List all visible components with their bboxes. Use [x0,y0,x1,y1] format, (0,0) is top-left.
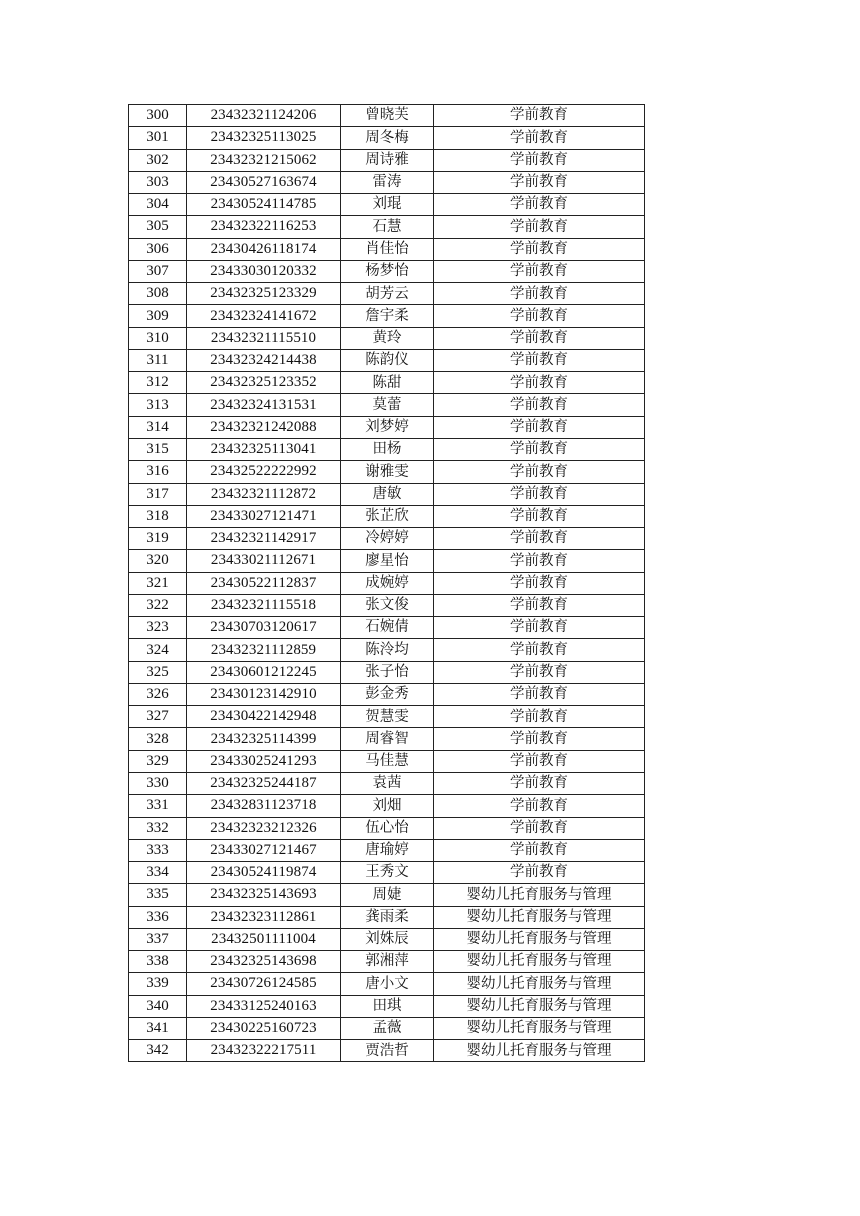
student-name-cell: 马佳慧 [341,750,434,772]
student-name-cell: 彭金秀 [341,683,434,705]
exam-id-cell: 23430703120617 [187,617,341,639]
row-number-cell: 302 [129,149,187,171]
exam-id-cell: 23432325113025 [187,127,341,149]
student-name-cell: 刘姝辰 [341,928,434,950]
table-row [129,995,645,1017]
major-cell: 学前教育 [434,416,645,438]
exam-id-cell: 23433021112671 [187,550,341,572]
table-row [129,906,645,928]
major-cell: 学前教育 [434,438,645,460]
table-row [129,973,645,995]
student-name-cell: 成婉婷 [341,572,434,594]
table-row [129,1017,645,1039]
student-name-cell: 陈泠均 [341,639,434,661]
student-name-cell: 周睿智 [341,728,434,750]
student-name-cell: 刘畑 [341,795,434,817]
table-row [129,683,645,705]
exam-id-cell: 23432325114399 [187,728,341,750]
exam-id-cell: 23432323112861 [187,906,341,928]
table-row [129,438,645,460]
major-cell: 学前教育 [434,394,645,416]
major-cell: 学前教育 [434,772,645,794]
student-name-cell: 廖星怡 [341,550,434,572]
student-name-cell: 莫蕾 [341,394,434,416]
exam-id-cell: 23433027121467 [187,839,341,861]
exam-id-cell: 23432323212326 [187,817,341,839]
row-number-cell: 320 [129,550,187,572]
exam-id-cell: 23432324141672 [187,305,341,327]
major-cell: 学前教育 [434,839,645,861]
row-number-cell: 303 [129,171,187,193]
table-row [129,260,645,282]
table-row [129,528,645,550]
exam-id-cell: 23432324214438 [187,349,341,371]
student-name-cell: 贾浩哲 [341,1040,434,1062]
student-name-cell: 王秀文 [341,862,434,884]
student-name-cell: 肖佳怡 [341,238,434,260]
major-cell: 学前教育 [434,639,645,661]
table-row [129,772,645,794]
exam-id-cell: 23433025241293 [187,750,341,772]
row-number-cell: 332 [129,817,187,839]
row-number-cell: 307 [129,260,187,282]
row-number-cell: 308 [129,283,187,305]
major-cell: 学前教育 [434,661,645,683]
table-row [129,394,645,416]
student-name-cell: 黄玲 [341,327,434,349]
student-name-cell: 龚雨柔 [341,906,434,928]
table-row [129,839,645,861]
row-number-cell: 339 [129,973,187,995]
major-cell: 婴幼儿托育服务与管理 [434,951,645,973]
table-row [129,928,645,950]
major-cell: 学前教育 [434,127,645,149]
exam-id-cell: 23432325143693 [187,884,341,906]
row-number-cell: 342 [129,1040,187,1062]
major-cell: 婴幼儿托育服务与管理 [434,906,645,928]
table-row [129,305,645,327]
exam-id-cell: 23432324131531 [187,394,341,416]
exam-id-cell: 23433125240163 [187,995,341,1017]
table-row [129,372,645,394]
table-row [129,1040,645,1062]
table-row [129,505,645,527]
table-row [129,105,645,127]
major-cell: 学前教育 [434,817,645,839]
exam-id-cell: 23430522112837 [187,572,341,594]
major-cell: 学前教育 [434,728,645,750]
major-cell: 学前教育 [434,750,645,772]
student-name-cell: 袁茜 [341,772,434,794]
exam-id-cell: 23432321215062 [187,149,341,171]
major-cell: 学前教育 [434,305,645,327]
major-cell: 学前教育 [434,171,645,193]
exam-id-cell: 23432321115510 [187,327,341,349]
student-name-cell: 杨梦怡 [341,260,434,282]
student-name-cell: 郭湘萍 [341,951,434,973]
major-cell: 学前教育 [434,572,645,594]
row-number-cell: 340 [129,995,187,1017]
table-row [129,661,645,683]
major-cell: 婴幼儿托育服务与管理 [434,928,645,950]
exam-id-cell: 23430123142910 [187,683,341,705]
row-number-cell: 310 [129,327,187,349]
table-row [129,817,645,839]
exam-id-cell: 23430524119874 [187,862,341,884]
row-number-cell: 305 [129,216,187,238]
exam-id-cell: 23430426118174 [187,238,341,260]
major-cell: 婴幼儿托育服务与管理 [434,995,645,1017]
major-cell: 学前教育 [434,483,645,505]
table-row [129,327,645,349]
table-row [129,238,645,260]
major-cell: 学前教育 [434,683,645,705]
exam-id-cell: 23432321142917 [187,528,341,550]
exam-id-cell: 23432321112872 [187,483,341,505]
table-row [129,349,645,371]
student-name-cell: 石婉倩 [341,617,434,639]
table-row [129,283,645,305]
exam-id-cell: 23430726124585 [187,973,341,995]
row-number-cell: 304 [129,194,187,216]
major-cell: 学前教育 [434,461,645,483]
student-name-cell: 周诗雅 [341,149,434,171]
row-number-cell: 327 [129,706,187,728]
major-cell: 学前教育 [434,327,645,349]
row-number-cell: 314 [129,416,187,438]
exam-id-cell: 23432831123718 [187,795,341,817]
major-cell: 学前教育 [434,105,645,127]
table-row [129,461,645,483]
exam-id-cell: 23430527163674 [187,171,341,193]
row-number-cell: 301 [129,127,187,149]
student-name-cell: 张子怡 [341,661,434,683]
major-cell: 学前教育 [434,505,645,527]
major-cell: 学前教育 [434,216,645,238]
table-row [129,483,645,505]
table-row [129,951,645,973]
row-number-cell: 321 [129,572,187,594]
row-number-cell: 316 [129,461,187,483]
student-name-cell: 田琪 [341,995,434,1017]
exam-id-cell: 23432321242088 [187,416,341,438]
major-cell: 学前教育 [434,795,645,817]
table-row [129,594,645,616]
exam-id-cell: 23432321112859 [187,639,341,661]
table-row [129,149,645,171]
student-name-cell: 谢雅雯 [341,461,434,483]
table-row [129,795,645,817]
table-row [129,416,645,438]
table-row [129,862,645,884]
row-number-cell: 311 [129,349,187,371]
exam-id-cell: 23432501111004 [187,928,341,950]
exam-id-cell: 23432321124206 [187,105,341,127]
major-cell: 学前教育 [434,617,645,639]
table-row [129,639,645,661]
student-name-cell: 冷婷婷 [341,528,434,550]
row-number-cell: 326 [129,683,187,705]
roster-table-body [129,105,645,1062]
major-cell: 学前教育 [434,862,645,884]
exam-id-cell: 23430422142948 [187,706,341,728]
major-cell: 婴幼儿托育服务与管理 [434,884,645,906]
exam-id-cell: 23432322217511 [187,1040,341,1062]
row-number-cell: 338 [129,951,187,973]
student-name-cell: 张芷欣 [341,505,434,527]
exam-id-cell: 23432321115518 [187,594,341,616]
row-number-cell: 319 [129,528,187,550]
student-name-cell: 陈韵仪 [341,349,434,371]
exam-id-cell: 23430601212245 [187,661,341,683]
exam-id-cell: 23433027121471 [187,505,341,527]
row-number-cell: 325 [129,661,187,683]
row-number-cell: 318 [129,505,187,527]
major-cell: 学前教育 [434,550,645,572]
major-cell: 学前教育 [434,149,645,171]
row-number-cell: 324 [129,639,187,661]
student-name-cell: 陈甜 [341,372,434,394]
table-row [129,127,645,149]
student-name-cell: 伍心怡 [341,817,434,839]
table-row [129,216,645,238]
exam-id-cell: 23430524114785 [187,194,341,216]
exam-id-cell: 23430225160723 [187,1017,341,1039]
row-number-cell: 341 [129,1017,187,1039]
major-cell: 学前教育 [434,349,645,371]
row-number-cell: 315 [129,438,187,460]
table-row [129,171,645,193]
row-number-cell: 333 [129,839,187,861]
student-name-cell: 石慧 [341,216,434,238]
row-number-cell: 336 [129,906,187,928]
exam-id-cell: 23432522222992 [187,461,341,483]
student-name-cell: 刘梦婷 [341,416,434,438]
table-row [129,617,645,639]
student-name-cell: 胡芳云 [341,283,434,305]
major-cell: 学前教育 [434,594,645,616]
exam-id-cell: 23432325113041 [187,438,341,460]
major-cell: 婴幼儿托育服务与管理 [434,973,645,995]
row-number-cell: 317 [129,483,187,505]
row-number-cell: 300 [129,105,187,127]
row-number-cell: 331 [129,795,187,817]
table-row [129,550,645,572]
table-row [129,706,645,728]
exam-id-cell: 23432325123329 [187,283,341,305]
table-row [129,750,645,772]
row-number-cell: 306 [129,238,187,260]
student-roster-table [128,104,645,1062]
student-name-cell: 孟薇 [341,1017,434,1039]
exam-id-cell: 23433030120332 [187,260,341,282]
exam-id-cell: 23432325123352 [187,372,341,394]
student-name-cell: 曾晓芙 [341,105,434,127]
row-number-cell: 312 [129,372,187,394]
student-name-cell: 刘琨 [341,194,434,216]
table-row [129,884,645,906]
student-name-cell: 周冬梅 [341,127,434,149]
table-row [129,572,645,594]
row-number-cell: 313 [129,394,187,416]
row-number-cell: 328 [129,728,187,750]
major-cell: 学前教育 [434,372,645,394]
row-number-cell: 329 [129,750,187,772]
row-number-cell: 334 [129,862,187,884]
major-cell: 学前教育 [434,528,645,550]
student-name-cell: 唐小文 [341,973,434,995]
student-name-cell: 雷涛 [341,171,434,193]
student-name-cell: 张文俊 [341,594,434,616]
student-name-cell: 周婕 [341,884,434,906]
student-name-cell: 唐敏 [341,483,434,505]
row-number-cell: 330 [129,772,187,794]
student-name-cell: 贺慧雯 [341,706,434,728]
row-number-cell: 322 [129,594,187,616]
row-number-cell: 323 [129,617,187,639]
row-number-cell: 337 [129,928,187,950]
exam-id-cell: 23432322116253 [187,216,341,238]
major-cell: 学前教育 [434,194,645,216]
row-number-cell: 335 [129,884,187,906]
exam-id-cell: 23432325143698 [187,951,341,973]
student-name-cell: 田杨 [341,438,434,460]
major-cell: 学前教育 [434,238,645,260]
row-number-cell: 309 [129,305,187,327]
major-cell: 学前教育 [434,260,645,282]
exam-id-cell: 23432325244187 [187,772,341,794]
major-cell: 学前教育 [434,706,645,728]
table-row [129,728,645,750]
major-cell: 婴幼儿托育服务与管理 [434,1040,645,1062]
student-name-cell: 詹宇柔 [341,305,434,327]
student-name-cell: 唐瑜婷 [341,839,434,861]
table-row [129,194,645,216]
major-cell: 婴幼儿托育服务与管理 [434,1017,645,1039]
major-cell: 学前教育 [434,283,645,305]
